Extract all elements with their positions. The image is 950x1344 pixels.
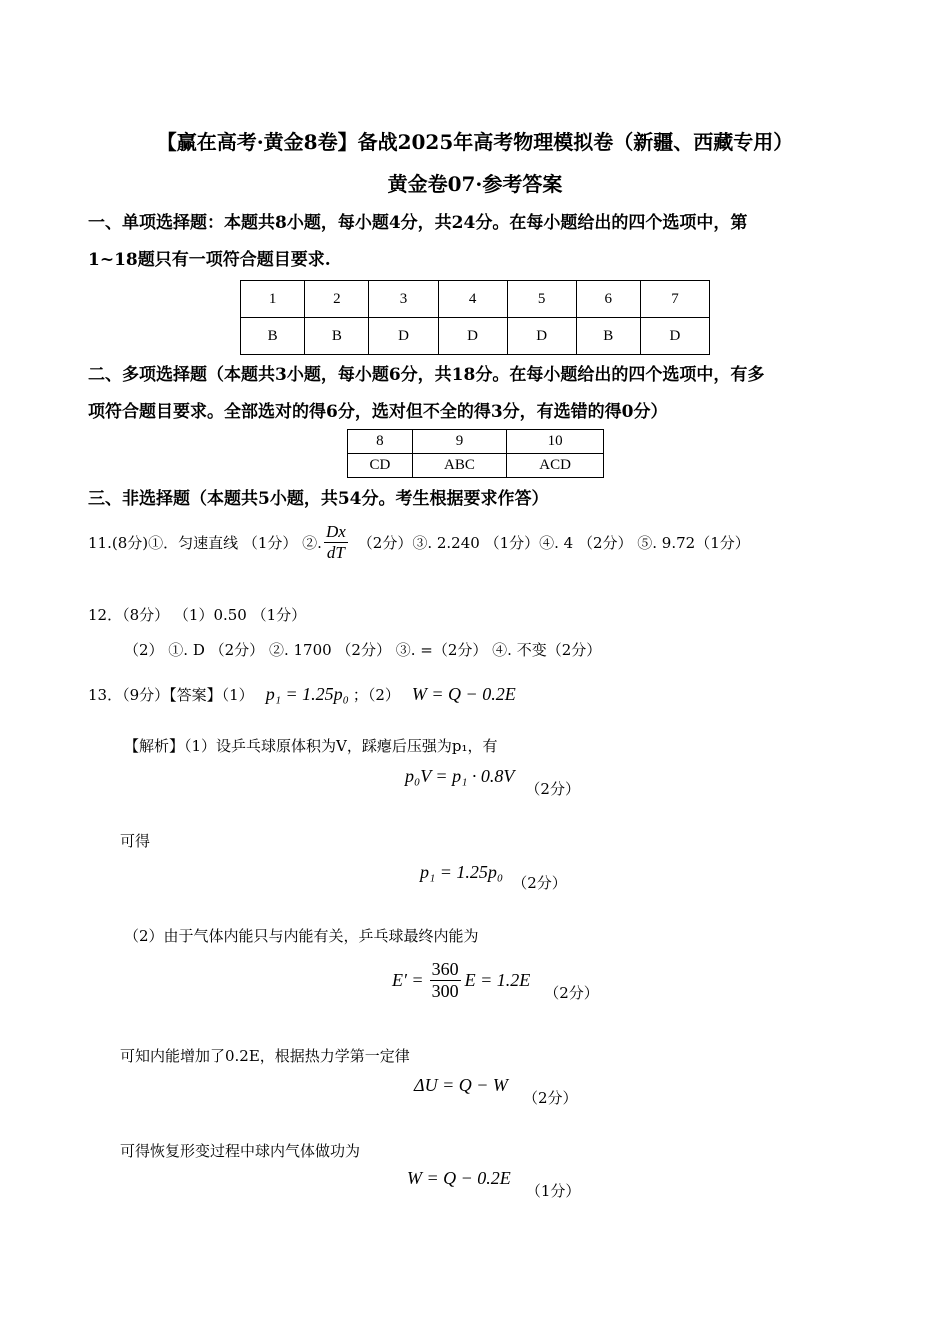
q13-eq3-score: （2分） [544,983,599,1002]
table-cell: CD [348,454,413,478]
table-cell: B [241,318,305,355]
q13-text-kede: 可得 [120,832,151,850]
q13-eq4-formula: ΔU = Q − W [414,1075,508,1095]
q13-eq5-score: （1分） [525,1182,581,1200]
q13-eq3-rhs: E = 1.2E [464,969,531,990]
q13-separator: ；（2） [352,685,400,704]
section2-heading-line2: 项符合题目要求。全部选对的得6分，选对但不全的得3分，有选错的得0分） [88,402,668,422]
table-cell: D [438,318,507,355]
q13-equation-5 [407,1168,581,1200]
table-cell: B [576,318,640,355]
q11-prefix: 11.(8分)①．匀速直线 （1分） ②. [88,533,322,552]
table-cell: 3 [369,281,438,318]
table-cell: ACD [507,454,604,478]
q13-eq3-lhs: E′ = [392,969,424,990]
table-cell: 2 [305,281,369,318]
table-cell: 10 [507,430,604,454]
q13-equation-3 [392,955,599,1005]
q13-eq1-formula: p₀V = p₁ · 0.8V [405,766,515,786]
table-cell: 7 [640,281,709,318]
q13-eq3-denominator: 300 [431,980,459,1001]
q13-equation-4 [414,1075,578,1107]
page-subtitle: 黄金卷07·参考答案 [387,172,563,196]
question-13-answer [88,676,516,712]
q13-text-work: 可得恢复形变过程中球内气体做功为 [120,1142,361,1160]
q13-answer-1: p₁ = 1.25p₀ [265,683,349,704]
section3-heading: 三、非选择题（本题共5小题，共54分。考生根据要求作答） [88,489,549,509]
table-row-numbers [241,281,710,318]
table-cell: 9 [412,430,506,454]
table-cell: B [305,318,369,355]
multi-choice-answer-table [347,429,604,478]
table-cell: D [369,318,438,355]
q13-eq1-score: （2分） [525,780,580,798]
section1-heading-line1: 一、单项选择题：本题共8小题，每小题4分，共24分。在每小题给出的四个选项中，第 [88,213,748,233]
q13-analysis-intro: 【解析】（1）设乒乓球原体积为V，踩瘪后压强为p₁，有 [124,737,498,755]
q13-equation-1 [405,766,580,798]
q13-eq3-fraction [430,959,461,1002]
table-cell: D [640,318,709,355]
q13-eq5-formula: W = Q − 0.2E [407,1168,511,1188]
table-row-numbers [348,430,604,454]
q11-fraction-numerator: Dx [325,521,346,541]
q13-equation-2 [420,862,567,892]
table-cell: 5 [507,281,576,318]
q13-label: 13．（9分）【答案】（1） [88,685,254,704]
q13-eq2-score: （2分） [512,874,567,892]
question-11-answer [88,514,750,570]
table-cell: 4 [438,281,507,318]
table-row-answers [348,454,604,478]
table-cell: D [507,318,576,355]
q13-eq4-score: （2分） [522,1089,578,1107]
table-cell: 1 [241,281,305,318]
table-row-answers [241,318,710,355]
q13-part2-text: （2）由于气体内能只与内能有关，乒乓球最终内能为 [124,927,479,945]
q13-text-increase: 可知内能增加了0.2E，根据热力学第一定律 [120,1047,410,1065]
section1-heading-line2: 1~18题只有一项符合题目要求. [88,250,331,270]
q13-eq3-numerator: 360 [431,958,459,979]
table-cell: ABC [412,454,506,478]
q13-answer-2: W = Q − 0.2E [411,683,516,704]
table-cell: 6 [576,281,640,318]
table-cell: 8 [348,430,413,454]
q11-fraction-denominator: dT [326,542,345,562]
question-12-line1: 12．（8分） （1）0.50 （1分） [88,606,307,624]
question-12-line2: （2） ①. D （2分） ②. 1700 （2分） ③. =（2分） ④. 不变（2分） [124,641,602,659]
q13-eq2-formula: p₁ = 1.25p₀ [420,862,504,882]
page-title: 【赢在高考·黄金8卷】备战2025年高考物理模拟卷（新疆、西藏专用） [156,130,794,154]
q11-rest: （2分）③. 2.240 （1分）④. 4 （2分） ⑤. 9.72（1分） [357,533,750,552]
section2-heading-line1: 二、多项选择题（本题共3小题，每小题6分，共18分。在每小题给出的四个选项中，有多 [88,365,765,385]
single-choice-answer-table [240,280,710,355]
q11-fraction [324,522,348,563]
